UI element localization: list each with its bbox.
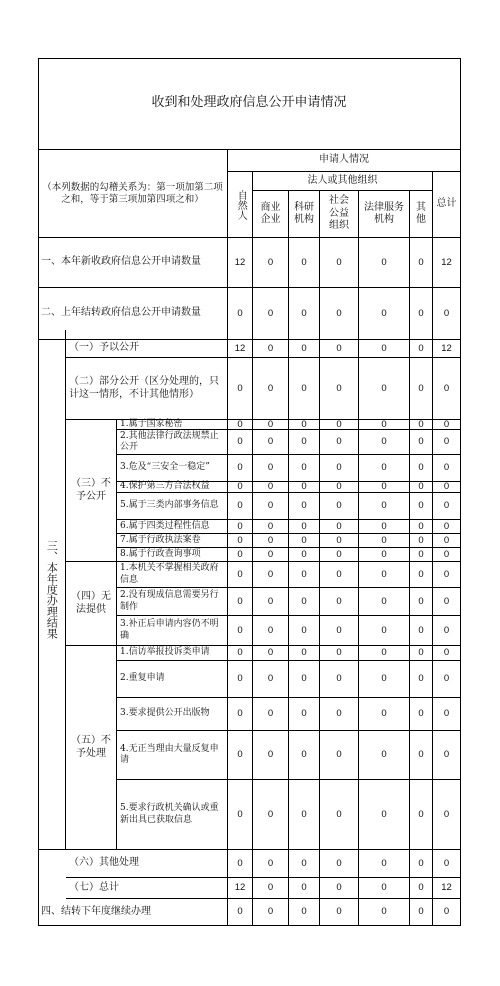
row-value: 0 (253, 482, 289, 493)
header-legal-service: 法律服务机构 (359, 191, 410, 238)
row-value: 0 (228, 780, 253, 850)
row-value: 0 (289, 520, 320, 534)
row-value: 0 (320, 340, 359, 358)
row-value: 0 (320, 562, 359, 588)
row-value: 0 (410, 340, 433, 358)
row-value: 0 (253, 358, 289, 420)
row-value: 0 (359, 238, 410, 288)
row-value: 0 (228, 482, 253, 493)
row-value: 0 (433, 588, 461, 616)
row-value: 0 (433, 482, 461, 493)
row-value: 0 (253, 238, 289, 288)
row-value: 0 (359, 616, 410, 646)
row-value: 0 (253, 731, 289, 780)
row-value: 0 (253, 455, 289, 482)
row-value: 0 (228, 698, 253, 731)
row-value: 0 (253, 562, 289, 588)
row-value: 0 (228, 420, 253, 430)
row-value: 0 (253, 780, 289, 850)
row-label: （七）总计 (66, 878, 228, 899)
row-value: 0 (433, 780, 461, 850)
row-value: 0 (359, 455, 410, 482)
row-value: 0 (253, 493, 289, 520)
row-value: 0 (320, 646, 359, 661)
row-label: 1.属于国家秘密 (117, 420, 228, 430)
row-label: 2.其他法律行政法规禁止公开 (117, 430, 228, 455)
row-value: 0 (320, 420, 359, 430)
row-value: 0 (320, 878, 359, 899)
row-value: 0 (359, 780, 410, 850)
row-value: 0 (359, 548, 410, 562)
row-value: 0 (289, 455, 320, 482)
row-value: 0 (359, 562, 410, 588)
row-value: 0 (289, 698, 320, 731)
row-value: 0 (320, 534, 359, 548)
row-value: 0 (228, 534, 253, 548)
row-value: 0 (289, 850, 320, 878)
row-value: 12 (228, 238, 253, 288)
row-value: 0 (289, 238, 320, 288)
row-value: 0 (253, 340, 289, 358)
row-label: 6.属于四类过程性信息 (117, 520, 228, 534)
info-disclosure-table (38, 58, 461, 926)
row-value: 0 (433, 358, 461, 420)
row-value: 0 (320, 616, 359, 646)
row-value: 0 (253, 420, 289, 430)
row-label: 二、上年结转政府信息公开申请数量 (38, 288, 228, 340)
row-value: 0 (228, 646, 253, 661)
row-value: 12 (433, 878, 461, 899)
row-value: 0 (410, 850, 433, 878)
row-value: 0 (289, 493, 320, 520)
row-label: 3.补正后申请内容仍不明确 (117, 616, 228, 646)
row-value: 0 (410, 288, 433, 340)
row-value: 0 (228, 899, 253, 926)
row-value: 0 (289, 482, 320, 493)
row-value: 0 (289, 899, 320, 926)
row-value: 0 (253, 661, 289, 698)
row-value: 0 (289, 588, 320, 616)
row-value: 0 (320, 520, 359, 534)
row-value: 0 (320, 850, 359, 878)
row-value: 0 (410, 420, 433, 430)
row-value: 0 (289, 878, 320, 899)
row-value: 12 (228, 878, 253, 899)
row-value: 0 (410, 698, 433, 731)
row-value: 0 (359, 288, 410, 340)
row-label: （二）部分公开（区分处理的，只计这一情形，不计其他情形） (66, 358, 228, 420)
row-value: 0 (289, 358, 320, 420)
row-value: 0 (289, 562, 320, 588)
row-value: 0 (289, 661, 320, 698)
row-value: 0 (253, 548, 289, 562)
header-commercial: 商业企业 (253, 191, 289, 238)
row-value: 0 (410, 661, 433, 698)
row-label: 2.重复申请 (117, 661, 228, 698)
group-cannot-provide: （四）无法提供 (66, 562, 117, 646)
row-label: 4.保护第三方合法权益 (117, 482, 228, 493)
row-value: 0 (253, 534, 289, 548)
row-value: 0 (433, 430, 461, 455)
row-value: 0 (410, 430, 433, 455)
row-value: 0 (320, 588, 359, 616)
row-value: 0 (320, 455, 359, 482)
row-value: 0 (410, 780, 433, 850)
row-value: 0 (228, 616, 253, 646)
row-value: 0 (320, 482, 359, 493)
row-value: 0 (320, 358, 359, 420)
row-label: 4.无正当理由大量反复申请 (117, 731, 228, 780)
row-value: 0 (253, 698, 289, 731)
row-value: 0 (289, 731, 320, 780)
row-value: 0 (320, 238, 359, 288)
row-value: 0 (228, 455, 253, 482)
row-value: 0 (228, 430, 253, 455)
page-title: 收到和处理政府信息公开申请情况 (38, 58, 461, 150)
header-natural-person: 自然人 (228, 172, 253, 238)
row-value: 0 (359, 731, 410, 780)
row-value: 0 (320, 548, 359, 562)
row-value: 0 (228, 358, 253, 420)
row-value: 0 (320, 731, 359, 780)
row-value: 0 (253, 899, 289, 926)
row-value: 0 (433, 493, 461, 520)
row-value: 0 (359, 878, 410, 899)
row-value: 0 (320, 780, 359, 850)
row-value: 0 (410, 646, 433, 661)
row-value: 0 (433, 661, 461, 698)
group-section3: 三、本年度办理结果 (38, 330, 66, 850)
row-value: 12 (433, 238, 461, 288)
row-label: 7.属于行政执法案卷 (117, 534, 228, 548)
row-value: 0 (433, 616, 461, 646)
row-value: 0 (433, 288, 461, 340)
row-value: 0 (433, 520, 461, 534)
row-value: 0 (433, 548, 461, 562)
row-value: 0 (433, 420, 461, 430)
row-value: 0 (253, 520, 289, 534)
row-value: 0 (289, 430, 320, 455)
row-value: 0 (433, 731, 461, 780)
row-value: 0 (228, 520, 253, 534)
row-value: 0 (410, 534, 433, 548)
row-value: 0 (410, 616, 433, 646)
header-legal-group: 法人或其他组织 (253, 172, 433, 191)
row-value: 0 (410, 548, 433, 562)
row-label: 四、结转下年度继续办理 (38, 899, 228, 926)
row-value: 0 (433, 850, 461, 878)
row-value: 0 (433, 646, 461, 661)
row-label: 1.本机关不掌握相关政府信息 (117, 562, 228, 588)
row-value: 0 (359, 899, 410, 926)
row-value: 0 (410, 588, 433, 616)
row-value: 0 (320, 899, 359, 926)
row-value: 0 (359, 430, 410, 455)
row-value: 0 (289, 646, 320, 661)
row-value: 0 (433, 455, 461, 482)
row-value: 0 (410, 455, 433, 482)
row-value: 0 (433, 698, 461, 731)
header-note: （本列数据的勾稽关系为：第一项加第二项之和，等于第三项加第四项之和） (38, 150, 228, 238)
row-label: （六）其他处理 (66, 850, 228, 878)
row-label: 8.属于行政查询事项 (117, 548, 228, 562)
row-value: 0 (289, 548, 320, 562)
row-value: 0 (433, 534, 461, 548)
row-value: 0 (320, 661, 359, 698)
row-value: 0 (359, 482, 410, 493)
row-value: 0 (320, 430, 359, 455)
row-value: 0 (253, 646, 289, 661)
row-value: 0 (228, 731, 253, 780)
row-value: 0 (228, 548, 253, 562)
row-value: 0 (359, 534, 410, 548)
row-label: 2.没有现成信息需要另行制作 (117, 588, 228, 616)
header-applicant: 申请人情况 (228, 150, 461, 172)
row-value: 0 (289, 340, 320, 358)
header-other: 其他 (410, 191, 433, 238)
row-value: 0 (410, 482, 433, 493)
row-value: 0 (320, 493, 359, 520)
row-label: 一、本年新收政府信息公开申请数量 (38, 238, 228, 288)
row-value: 0 (228, 562, 253, 588)
row-value: 0 (253, 850, 289, 878)
row-value: 0 (359, 420, 410, 430)
row-value: 0 (359, 698, 410, 731)
row-value: 12 (228, 340, 253, 358)
row-value: 0 (359, 588, 410, 616)
row-value: 0 (228, 493, 253, 520)
row-value: 0 (359, 493, 410, 520)
row-value: 12 (433, 340, 461, 358)
row-value: 0 (289, 534, 320, 548)
row-value: 0 (320, 288, 359, 340)
group-not-processed: （五）不予处理 (66, 646, 117, 850)
row-value: 0 (289, 420, 320, 430)
row-label: 5.属于三类内部事务信息 (117, 493, 228, 520)
row-label: 3.危及“三安全一稳定” (117, 455, 228, 482)
row-value: 0 (410, 520, 433, 534)
row-value: 0 (410, 899, 433, 926)
row-value: 0 (289, 288, 320, 340)
row-value: 0 (289, 780, 320, 850)
row-label: （一）予以公开 (66, 340, 228, 358)
row-label: 1.信访举报投诉类申请 (117, 646, 228, 661)
row-value: 0 (253, 878, 289, 899)
row-value: 0 (410, 238, 433, 288)
row-value: 0 (253, 288, 289, 340)
row-value: 0 (410, 562, 433, 588)
row-value: 0 (228, 588, 253, 616)
header-total: 总计 (433, 172, 461, 238)
row-value: 0 (228, 850, 253, 878)
row-value: 0 (228, 288, 253, 340)
row-value: 0 (289, 616, 320, 646)
row-value: 0 (410, 878, 433, 899)
header-social-welfare: 社会公益组织 (320, 191, 359, 238)
row-value: 0 (320, 698, 359, 731)
group-not-public: （三）不予公开 (66, 420, 117, 562)
row-value: 0 (359, 646, 410, 661)
row-value: 0 (253, 588, 289, 616)
row-value: 0 (410, 358, 433, 420)
row-label: 5.要求行政机关确认或重新出具已获取信息 (117, 780, 228, 850)
row-value: 0 (253, 616, 289, 646)
row-value: 0 (228, 661, 253, 698)
row-value: 0 (359, 850, 410, 878)
row-value: 0 (359, 340, 410, 358)
row-value: 0 (410, 493, 433, 520)
header-research: 科研机构 (289, 191, 320, 238)
row-value: 0 (359, 520, 410, 534)
row-value: 0 (410, 731, 433, 780)
row-value: 0 (433, 562, 461, 588)
row-value: 0 (253, 430, 289, 455)
row-value: 0 (359, 358, 410, 420)
row-label: 3.要求提供公开出版物 (117, 698, 228, 731)
row-value: 0 (359, 661, 410, 698)
row-value: 0 (433, 899, 461, 926)
